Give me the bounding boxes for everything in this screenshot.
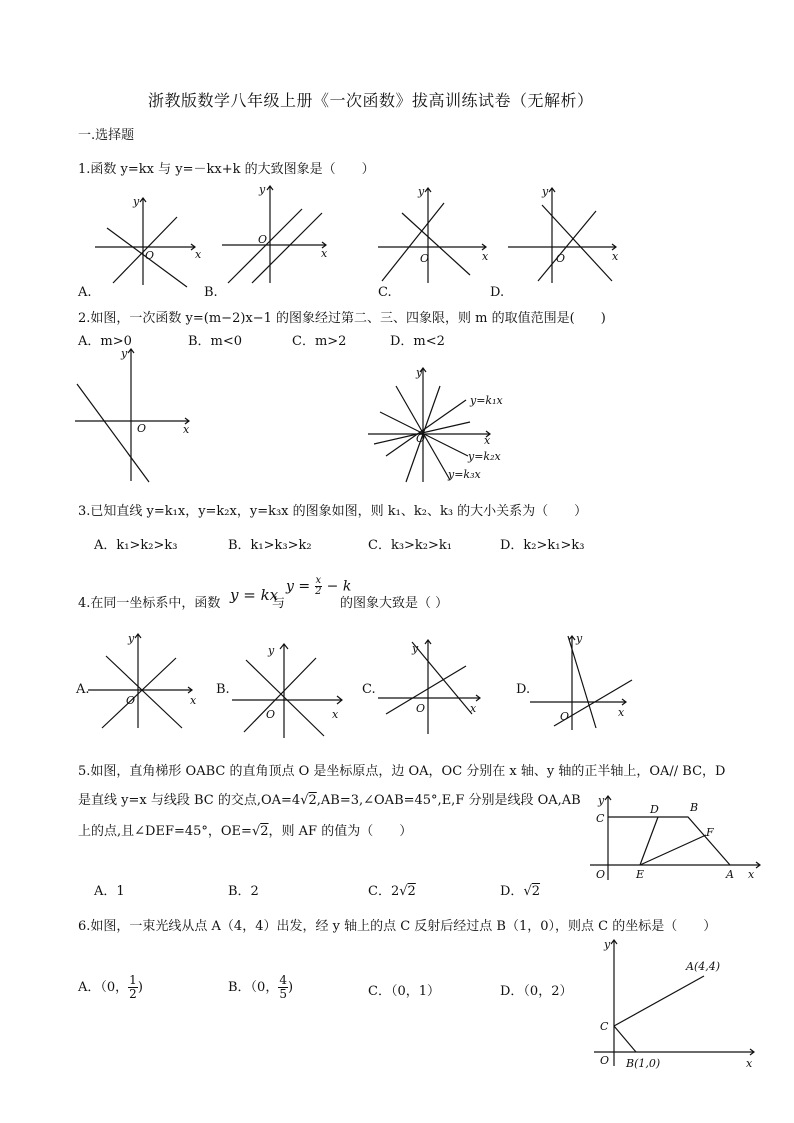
svg-text:y: y (268, 644, 275, 657)
svg-text:O: O (556, 252, 566, 265)
q5-diagram (590, 790, 770, 882)
svg-text:O: O (416, 432, 426, 445)
q3-text: 3.已知直线 y=k₁x，y=k₂x，y=k₃x 的图象如图，则 k₁、k₂、k₃ 的大小关系为（ ） (78, 504, 588, 519)
q3-label-k3: y=k₃x (448, 468, 481, 481)
q5-option-c[interactable]: C．2√2 (368, 884, 416, 899)
q6-option-c[interactable]: C．（0，1） (368, 984, 440, 999)
q1-text: 1.函数 y=kx 与 y=－kx+k 的大致图象是（ ） (78, 162, 375, 177)
q5-line-1: 5.如图，直角梯形 OABC 的直角顶点 O 是坐标原点，边 OA，OC 分别在 x 轴、y 轴的正半轴上，OA// BC，D (78, 764, 726, 779)
svg-text:y: y (259, 183, 266, 196)
svg-text:x: x (470, 702, 477, 715)
svg-text:O: O (126, 694, 136, 707)
q6-label-b: B(1,0) (626, 1057, 661, 1070)
svg-text:C: C (600, 1020, 609, 1033)
q3-option-b[interactable]: B．k₁>k₃>k₂ (228, 538, 312, 553)
svg-text:x: x (195, 248, 202, 261)
q1-graph-b (222, 183, 332, 288)
svg-text:x: x (484, 434, 491, 447)
section-heading: 一.选择题 (78, 128, 135, 143)
svg-text:F: F (706, 826, 714, 839)
q3-label-k2: y=k₂x (468, 450, 501, 463)
q2-text: 2.如图，一次函数 y=(m−2)x−1 的图象经过第二、三、四象限，则 m 的取值范围是( ) (78, 311, 606, 326)
svg-text:O: O (137, 422, 147, 435)
svg-text:O: O (600, 1054, 610, 1067)
svg-text:O: O (420, 252, 430, 265)
q2-option-a[interactable]: A．m>0 (78, 334, 132, 349)
svg-text:y: y (128, 632, 135, 645)
svg-text:D: D (650, 803, 659, 816)
svg-text:O: O (266, 708, 276, 721)
q4-graph-a (88, 630, 200, 730)
svg-text:O: O (596, 868, 606, 881)
svg-text:x: x (618, 706, 625, 719)
svg-text:y: y (418, 185, 425, 198)
q4-option-b[interactable]: B. (216, 682, 230, 697)
q4-graph-d (530, 632, 634, 732)
q4-graph-b (232, 640, 350, 740)
q4-option-d[interactable]: D. (516, 682, 531, 697)
q5-option-a[interactable]: A．1 (94, 884, 125, 899)
q5-line-3: 上的点,且∠DEF=45°，OE=√2，则 AF 的值为（ ） (78, 824, 413, 839)
q4-formula-2: y = $\frac{x}{2}$ − k (286, 575, 352, 597)
q3-label-k1: y=k₁x (470, 394, 503, 407)
q5-option-b[interactable]: B．2 (228, 884, 259, 899)
svg-text:E: E (636, 868, 645, 881)
q3-graph (366, 364, 516, 484)
q4-formula-1: y = kx (230, 586, 279, 604)
q4-text-mid: 与 (272, 596, 286, 611)
svg-text:y: y (133, 195, 140, 208)
q4-text-post: 的图象大致是（ ） (340, 596, 449, 611)
q1-option-c[interactable]: C. (378, 285, 392, 300)
q1-graph-d (508, 185, 620, 285)
q6-option-b[interactable]: B．（0， $\frac{4}{5}$ ) (228, 973, 294, 1001)
q4-graph-c (378, 636, 484, 736)
q2-option-c[interactable]: C．m>2 (292, 334, 347, 349)
svg-text:x: x (612, 250, 619, 263)
svg-text:O: O (560, 710, 570, 723)
q6-label-a: A(4,4) (686, 960, 721, 973)
svg-text:B: B (690, 801, 699, 814)
svg-text:y: y (576, 632, 583, 645)
svg-text:A: A (726, 868, 734, 881)
q1-option-a[interactable]: A. (78, 285, 92, 300)
svg-text:x: x (190, 694, 197, 707)
svg-text:y: y (598, 794, 605, 807)
svg-text:x: x (321, 247, 328, 260)
q4-option-a[interactable]: A. (76, 682, 90, 697)
svg-text:x: x (482, 250, 489, 263)
q2-option-d[interactable]: D．m<2 (390, 334, 445, 349)
q5-line-2: 是直线 y=x 与线段 BC 的交点,OA=4√2,AB=3,∠OAB=45°,E,F 分别是线段 OA,AB (78, 793, 581, 808)
svg-text:x: x (746, 1057, 753, 1070)
q6-option-a[interactable]: A．（0， $\frac{1}{2}$ ) (78, 973, 143, 1001)
svg-text:y: y (604, 938, 611, 951)
svg-text:O: O (416, 702, 426, 715)
q1-option-d[interactable]: D. (490, 285, 505, 300)
q3-option-d[interactable]: D．k₂>k₁>k₃ (500, 538, 585, 553)
svg-text:C: C (596, 812, 605, 825)
svg-text:y: y (416, 366, 423, 379)
q5-option-d[interactable]: D．√2 (500, 884, 541, 899)
svg-text:y: y (412, 642, 419, 655)
q1-graph-a (95, 195, 205, 290)
svg-text:y: y (121, 347, 128, 360)
q4-option-c[interactable]: C. (362, 682, 376, 697)
q1-option-b[interactable]: B. (204, 285, 218, 300)
svg-text:x: x (332, 708, 339, 721)
svg-text:O: O (145, 249, 155, 262)
q4-text-pre: 4.在同一坐标系中，函数 (78, 596, 221, 611)
q6-diagram (594, 936, 764, 1072)
q6-text: 6.如图，一束光线从点 A（4，4）出发，经 y 轴上的点 C 反射后经过点 B（1，0），则点 C 的坐标是（ ） (78, 919, 717, 934)
page-title: 浙教版数学八年级上册《一次函数》拔高训练试卷（无解析） (148, 91, 594, 110)
q3-option-c[interactable]: C．k₃>k₂>k₁ (368, 538, 452, 553)
svg-text:x: x (748, 868, 755, 881)
q1-graph-c (378, 185, 490, 285)
q2-option-b[interactable]: B．m<0 (188, 334, 243, 349)
q3-option-a[interactable]: A．k₁>k₂>k₃ (94, 538, 178, 553)
q2-graph (75, 346, 195, 486)
svg-text:x: x (183, 423, 190, 436)
q6-option-d[interactable]: D．（0，2） (500, 984, 573, 999)
svg-text:O: O (258, 233, 268, 246)
svg-text:y: y (542, 185, 549, 198)
